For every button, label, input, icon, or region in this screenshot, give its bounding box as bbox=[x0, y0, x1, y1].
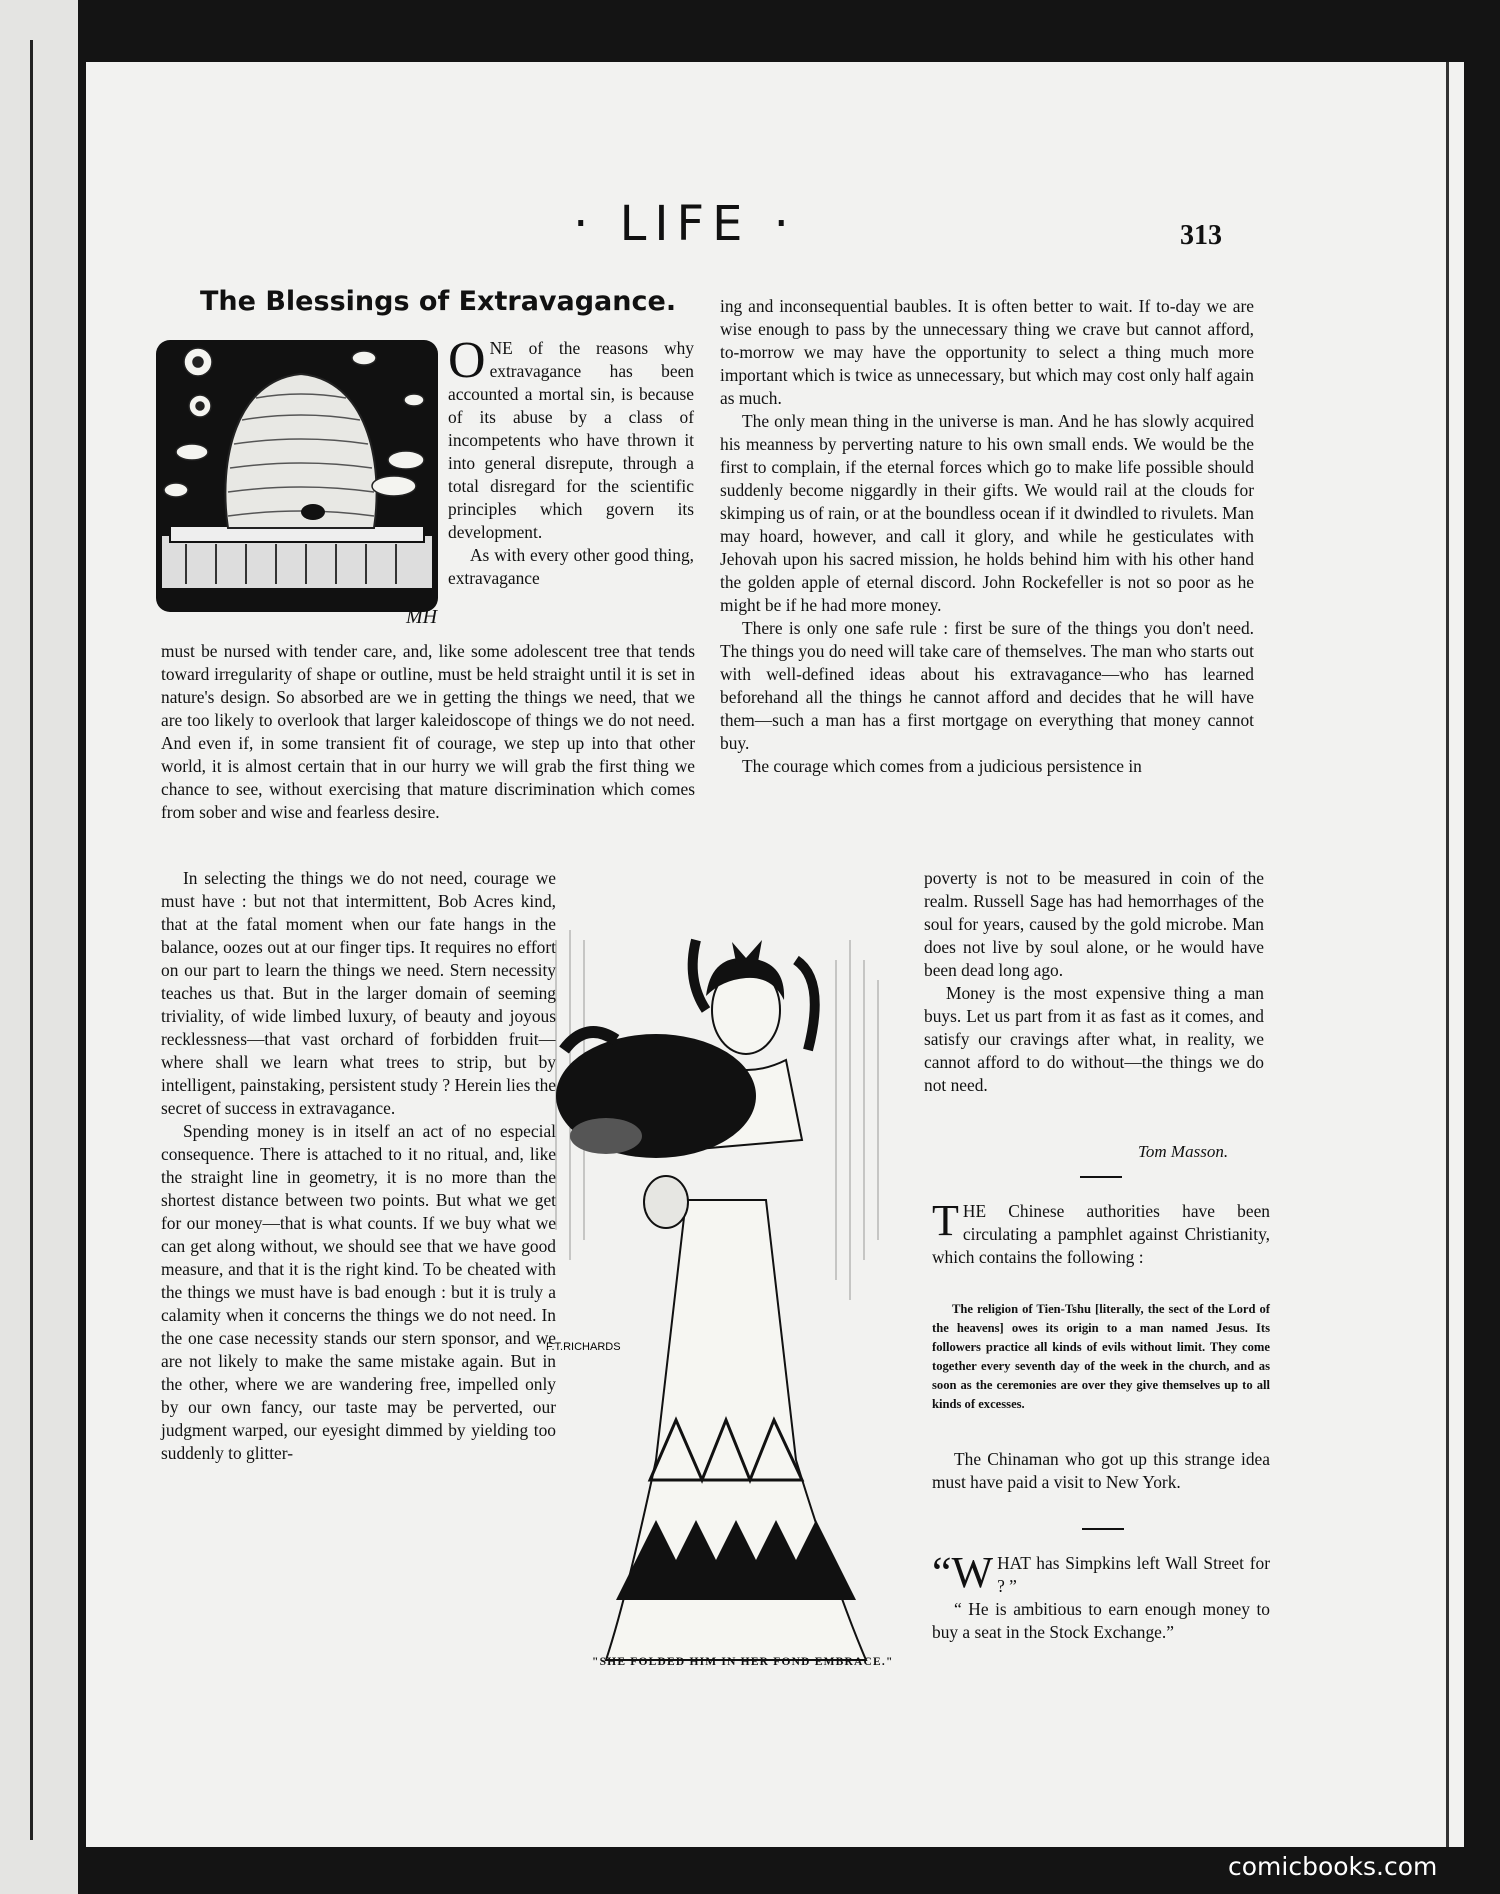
page-edge-rule bbox=[1446, 62, 1449, 1847]
woman-embrace-illustration bbox=[536, 900, 916, 1670]
site-watermark: comicbooks.com bbox=[1228, 1852, 1438, 1881]
paragraph-baubles: ing and inconsequential baubles. It is often better to wait. If to-day we are wise enough to pass by the unnecessary thing we crave but cannot afford, to-morrow we may have the opportunity to select a thing much more important which is twice as unnecessary, but which may cost only half again as much. bbox=[720, 296, 1254, 408]
article-column-1-narrow bbox=[161, 867, 556, 1465]
pamphlet-quote bbox=[932, 1300, 1270, 1414]
chinese-item bbox=[932, 1196, 1270, 1269]
chinese-intro: HE Chinese authorities have been circulating a pamphlet against Christianity, which contains the following : bbox=[932, 1201, 1270, 1267]
book-gutter bbox=[30, 40, 73, 1840]
article-column-1-intro bbox=[448, 332, 694, 590]
paragraph-courage: In selecting the things we do not need, courage we must have : but not that intermittent, Bob Acres kind, that at the fatal moment when our fate hangs in the balance, oozes out at our finger tips. It requires no effort on our part to learn the things we need. Stern necessity teaches us that. But in the larger domain of seeming triviality, of wide limbed luxury, of beauty and joyous recklessness—that vast orchard of forbidden fruit—where shall we learn what trees to strip, but by intelligent, painstaking, persistent study ? Herein lies the secret of success in extravagance. bbox=[161, 868, 556, 1118]
byline: Tom Masson. bbox=[1138, 1142, 1229, 1161]
chinese-closing-text: The Chinaman who got up this strange idea must have paid a visit to New York. bbox=[932, 1449, 1270, 1492]
paragraph-safe-rule: There is only one safe rule : first be sure of the things you don't need. The things you do need will take care of themselves. The man who starts out with well-defined ideas about his extravagance—who has learned beforehand all the things he cannot afford and decides that he will have them—such a man has a first mortgage on everything that money cannot buy. bbox=[720, 618, 1254, 753]
paragraph-mean-thing: The only mean thing in the universe is man. And he has slowly acquired his meanness by perverting nature to his own small ends. We would be the first to complain, if the eternal forces which go to make life possible should suddenly become niggardly in their gifts. We would rail at the clouds for skimping us of rain, or at the boundless ocean if it dwindled to rivulets. Man may hoard, however, and call it glory, and while he gesticulates with Jehovah upon his sacred mission, he holds behind him with his other hand the golden apple of eternal discord. John Rockefeller is not so poor as he might be if he had more money. bbox=[720, 411, 1254, 615]
intro-paragraph: NE of the reasons why extravagance has been accounted a mortal sin, is because of its abuse by a class of incompetents who have thrown it into general disrepute, through a total disregard for the scientific principles which govern its development. bbox=[448, 338, 694, 542]
article-title: The Blessings of Extravagance. bbox=[200, 286, 677, 317]
masthead-title: · LIFE · bbox=[573, 196, 797, 252]
dropcap-t: T bbox=[932, 1196, 959, 1245]
simpkins-answer: “ He is ambitious to earn enough money to buy a seat in the Stock Exchange.” bbox=[932, 1599, 1270, 1642]
paragraph-poverty: poverty is not to be measured in coin of the realm. Russell Sage has had hemorrhages of the soul for years, caused by the gold microbe. Man does not live by soul alone, or he would have been dead long ago. bbox=[924, 868, 1264, 980]
dropcap-w: “W bbox=[932, 1548, 994, 1597]
paragraph-spending-money: Spending money is in itself an act of no especial consequence. There is attached to it no ritual, and, like the straight line in geometry, it is no more than the shortest distance between two points. But what we get for our money—that is what counts. If we buy what we can get along without, we should see that we have good measure, and that it is the right kind. To be cheated with the things we must have is bad enough : but it is truly a calamity when it concerns the things we do not need. In the one case necessity stands our stern sponsor, and we are not likely to make the same mistake again. But in the other, where we are wandering free, impelled only by our own fancy, our taste may be perverted, our judgment warped, our eyesight dimmed by yielding too suddenly to glitter- bbox=[161, 1121, 556, 1463]
paragraph-money-expensive: Money is the most expensive thing a man buys. Let us part from it as fast as it comes, and satisfy our cravings after what, in reality, we cannot afford to do without—the things we do not need. bbox=[924, 983, 1264, 1095]
article-column-1 bbox=[161, 640, 695, 824]
chinese-closing bbox=[932, 1448, 1270, 1494]
illustration-caption: "SHE FOLDED HIM IN HER FOND EMBRACE." bbox=[592, 1656, 894, 1668]
pamphlet-quote-text: The religion of Tien-Tshu [literally, the sect of the Lord of the heavens] owes its origin to a man named Jesus. Its followers practice all kinds of evils without limit. They come together every seventh day of the week in the church, and as soon as the ceremonies are over they give themselves up to all kinds of excesses. bbox=[932, 1302, 1270, 1411]
section-divider-2 bbox=[1082, 1528, 1124, 1530]
section-divider bbox=[1080, 1176, 1122, 1178]
beehive-illustration bbox=[156, 340, 438, 612]
simpkins-item bbox=[932, 1548, 1270, 1644]
article-column-2 bbox=[720, 295, 1254, 778]
dropcap-o: O bbox=[448, 332, 486, 389]
lady-signature: F.T.RICHARDS bbox=[546, 1341, 621, 1353]
paragraph-start-extravagance: As with every other good thing, extravagance bbox=[448, 545, 694, 588]
paragraph-nursed-with-care: must be nursed with tender care, and, like some adolescent tree that tends toward irregularity of shape or outline, must be held straight until it is set in nature's design. So absorbed are we in getting the things we need, that we are too likely to overlook that larger kaleidoscope of things we do not need. And even if, in some transient fit of courage, we step up into that other world, it is almost certain that in our hurry we will grab the first thing we chance to see, without exercising that mature discrimination which comes from sober and wise and fearless desire. bbox=[161, 641, 695, 822]
simpkins-question: HAT has Simpkins left Wall Street for ? ” bbox=[997, 1553, 1270, 1596]
article-column-2-narrow bbox=[924, 867, 1264, 1097]
page-number: 313 bbox=[1180, 220, 1222, 251]
beehive-signature: MH bbox=[406, 606, 438, 628]
paragraph-courage-start: The courage which comes from a judicious persistence in bbox=[742, 756, 1142, 776]
